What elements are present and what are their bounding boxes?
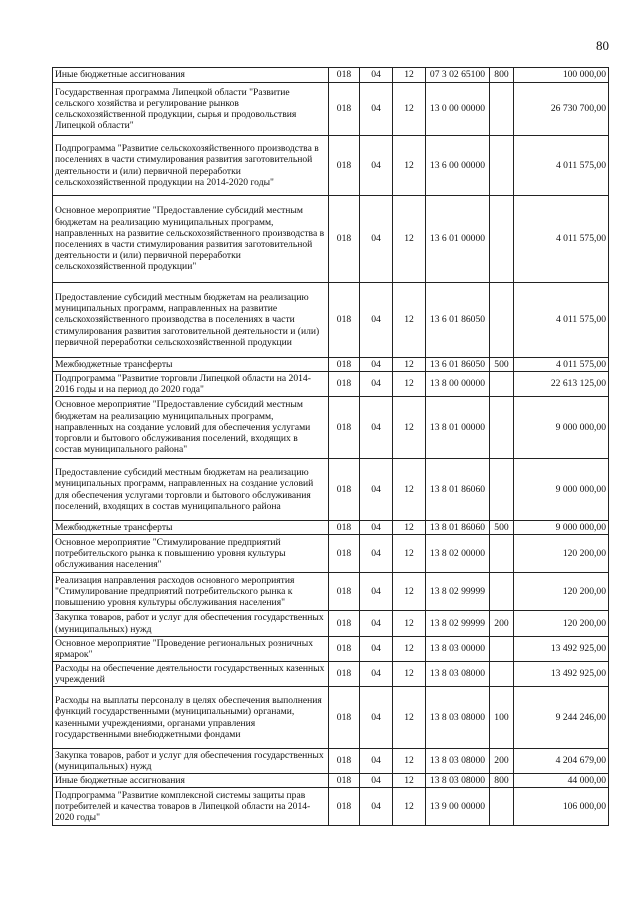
amount-cell: 4 011 575,00 [514, 136, 609, 196]
subsection-code-cell: 12 [393, 68, 426, 83]
amount-cell: 44 000,00 [514, 774, 609, 788]
budget-table [52, 67, 609, 826]
page-number: 80 [596, 38, 609, 53]
section-code-cell: 04 [360, 521, 393, 535]
target-article-cell: 13 8 03 00000 [426, 637, 490, 662]
ministry-code-cell: 018 [329, 611, 360, 637]
ministry-code-cell: 018 [329, 687, 360, 749]
row-name-cell: Основное мероприятие "Проведение региональных розничных ярмарок" [53, 637, 329, 662]
amount-cell: 120 200,00 [514, 611, 609, 637]
target-article-cell: 13 0 00 00000 [426, 83, 490, 136]
expense-type-cell [490, 637, 514, 662]
row-name-cell: Закупка товаров, работ и услуг для обеспечения государственных (муниципальных) нужд [53, 611, 329, 637]
ministry-code-cell: 018 [329, 573, 360, 611]
subsection-code-cell: 12 [393, 774, 426, 788]
table-row [53, 397, 609, 459]
row-name-cell: Межбюджетные трансферты [53, 521, 329, 535]
amount-cell: 9 000 000,00 [514, 459, 609, 521]
section-code-cell: 04 [360, 83, 393, 136]
table-row [53, 774, 609, 788]
budget-table-body [53, 68, 609, 826]
table-row [53, 687, 609, 749]
target-article-cell: 13 8 00 00000 [426, 372, 490, 397]
section-code-cell: 04 [360, 68, 393, 83]
expense-type-cell: 800 [490, 68, 514, 83]
row-name-cell: Межбюджетные трансферты [53, 358, 329, 372]
table-row [53, 372, 609, 397]
target-article-cell: 13 8 03 08000 [426, 774, 490, 788]
table-row [53, 535, 609, 573]
row-name-cell: Закупка товаров, работ и услуг для обеспечения государственных (муниципальных) нужд [53, 749, 329, 774]
target-article-cell: 13 8 02 99999 [426, 611, 490, 637]
target-article-cell: 13 8 02 00000 [426, 535, 490, 573]
target-article-cell: 13 8 02 99999 [426, 573, 490, 611]
ministry-code-cell: 018 [329, 459, 360, 521]
expense-type-cell [490, 196, 514, 283]
ministry-code-cell: 018 [329, 521, 360, 535]
section-code-cell: 04 [360, 358, 393, 372]
section-code-cell: 04 [360, 535, 393, 573]
expense-type-cell [490, 136, 514, 196]
subsection-code-cell: 12 [393, 459, 426, 521]
target-article-cell: 13 8 03 08000 [426, 662, 490, 687]
amount-cell: 100 000,00 [514, 68, 609, 83]
ministry-code-cell: 018 [329, 283, 360, 358]
target-article-cell: 13 6 01 00000 [426, 196, 490, 283]
ministry-code-cell: 018 [329, 68, 360, 83]
amount-cell: 26 730 700,00 [514, 83, 609, 136]
row-name-cell: Предоставление субсидий местным бюджетам на реализацию муниципальных программ, направленных на развитие сельскохозяйственного производства в поселениях в части стимулирования развития заготовительной деятельности и (или) первичной переработки сельскохозяйственной продукции [53, 283, 329, 358]
row-name-cell: Основное мероприятие "Стимулирование предприятий потребительского рынка к повышению уровня культуры обслуживания населения" [53, 535, 329, 573]
amount-cell: 4 011 575,00 [514, 358, 609, 372]
amount-cell: 120 200,00 [514, 573, 609, 611]
section-code-cell: 04 [360, 662, 393, 687]
expense-type-cell [490, 662, 514, 687]
section-code-cell: 04 [360, 774, 393, 788]
subsection-code-cell: 12 [393, 397, 426, 459]
row-name-cell: Реализация направления расходов основного мероприятия "Стимулирование предприятий потребительского рынка к повышению уровня культуры обслуживания населения" [53, 573, 329, 611]
subsection-code-cell: 12 [393, 196, 426, 283]
row-name-cell: Основное мероприятие "Предоставление субсидий местным бюджетам на реализацию муниципальных программ, направленных на развитие сельскохозяйственного производства в поселениях в части стимулирования развития заготовительной деятельности и (или) первичной переработки сельскохозяйственной продукции" [53, 196, 329, 283]
row-name-cell: Основное мероприятие "Предоставление субсидий местным бюджетам на реализацию муниципальных программ, направленных на создание условий для обеспечения услугами торговли и бытового обслуживания поселений, входящих в состав муниципального района" [53, 397, 329, 459]
row-name-cell: Государственная программа Липецкой области "Развитие сельского хозяйства и регулирование рынков сельскохозяйственной продукции, сырья и продовольствия Липецкой области" [53, 83, 329, 136]
target-article-cell: 13 8 01 86060 [426, 521, 490, 535]
row-name-cell: Предоставление субсидий местным бюджетам на реализацию муниципальных программ, направленных на создание условий для обеспечения услугами торговли и бытового обслуживания поселений, входящих в состав муниципального района [53, 459, 329, 521]
row-name-cell: Расходы на обеспечение деятельности государственных казенных учреждений [53, 662, 329, 687]
ministry-code-cell: 018 [329, 637, 360, 662]
amount-cell: 4 011 575,00 [514, 196, 609, 283]
table-row [53, 68, 609, 83]
row-name-cell: Иные бюджетные ассигнования [53, 774, 329, 788]
row-name-cell: Подпрограмма "Развитие торговли Липецкой области на 2014-2016 годы и на период до 2020 года" [53, 372, 329, 397]
subsection-code-cell: 12 [393, 749, 426, 774]
expense-type-cell [490, 397, 514, 459]
ministry-code-cell: 018 [329, 196, 360, 283]
row-name-cell: Подпрограмма "Развитие комплексной системы защиты прав потребителей и качества товаров в Липецкой области на 2014-2020 годы" [53, 788, 329, 826]
subsection-code-cell: 12 [393, 788, 426, 826]
ministry-code-cell: 018 [329, 83, 360, 136]
target-article-cell: 13 8 01 00000 [426, 397, 490, 459]
expense-type-cell: 200 [490, 749, 514, 774]
subsection-code-cell: 12 [393, 573, 426, 611]
section-code-cell: 04 [360, 687, 393, 749]
subsection-code-cell: 12 [393, 687, 426, 749]
expense-type-cell [490, 283, 514, 358]
expense-type-cell: 100 [490, 687, 514, 749]
expense-type-cell [490, 459, 514, 521]
target-article-cell: 13 6 01 86050 [426, 283, 490, 358]
expense-type-cell [490, 573, 514, 611]
ministry-code-cell: 018 [329, 749, 360, 774]
table-row [53, 788, 609, 826]
amount-cell: 9 000 000,00 [514, 521, 609, 535]
subsection-code-cell: 12 [393, 611, 426, 637]
table-row [53, 283, 609, 358]
target-article-cell: 13 8 01 86060 [426, 459, 490, 521]
subsection-code-cell: 12 [393, 358, 426, 372]
table-row [53, 358, 609, 372]
ministry-code-cell: 018 [329, 662, 360, 687]
section-code-cell: 04 [360, 196, 393, 283]
section-code-cell: 04 [360, 397, 393, 459]
ministry-code-cell: 018 [329, 535, 360, 573]
amount-cell: 4 204 679,00 [514, 749, 609, 774]
subsection-code-cell: 12 [393, 637, 426, 662]
section-code-cell: 04 [360, 573, 393, 611]
amount-cell: 22 613 125,00 [514, 372, 609, 397]
table-row [53, 573, 609, 611]
expense-type-cell: 200 [490, 611, 514, 637]
table-row [53, 749, 609, 774]
ministry-code-cell: 018 [329, 788, 360, 826]
target-article-cell: 13 6 00 00000 [426, 136, 490, 196]
table-row [53, 136, 609, 196]
table-row [53, 637, 609, 662]
expense-type-cell [490, 535, 514, 573]
section-code-cell: 04 [360, 637, 393, 662]
expense-type-cell [490, 788, 514, 826]
amount-cell: 106 000,00 [514, 788, 609, 826]
amount-cell: 9 244 246,00 [514, 687, 609, 749]
amount-cell: 13 492 925,00 [514, 637, 609, 662]
table-row [53, 662, 609, 687]
section-code-cell: 04 [360, 372, 393, 397]
table-row [53, 459, 609, 521]
amount-cell: 4 011 575,00 [514, 283, 609, 358]
subsection-code-cell: 12 [393, 535, 426, 573]
amount-cell: 13 492 925,00 [514, 662, 609, 687]
expense-type-cell: 500 [490, 358, 514, 372]
subsection-code-cell: 12 [393, 83, 426, 136]
target-article-cell: 07 3 02 65100 [426, 68, 490, 83]
target-article-cell: 13 6 01 86050 [426, 358, 490, 372]
expense-type-cell: 800 [490, 774, 514, 788]
subsection-code-cell: 12 [393, 283, 426, 358]
ministry-code-cell: 018 [329, 372, 360, 397]
table-row [53, 196, 609, 283]
expense-type-cell: 500 [490, 521, 514, 535]
table-row [53, 611, 609, 637]
ministry-code-cell: 018 [329, 358, 360, 372]
target-article-cell: 13 9 00 00000 [426, 788, 490, 826]
target-article-cell: 13 8 03 08000 [426, 749, 490, 774]
table-row [53, 521, 609, 535]
row-name-cell: Подпрограмма "Развитие сельскохозяйственного производства в поселениях в части стимулирования развития заготовительной деятельности и (или) первичной переработки сельскохозяйственной продукции на 2014-2020 годы" [53, 136, 329, 196]
section-code-cell: 04 [360, 611, 393, 637]
row-name-cell: Иные бюджетные ассигнования [53, 68, 329, 83]
amount-cell: 9 000 000,00 [514, 397, 609, 459]
expense-type-cell [490, 372, 514, 397]
ministry-code-cell: 018 [329, 774, 360, 788]
amount-cell: 120 200,00 [514, 535, 609, 573]
subsection-code-cell: 12 [393, 372, 426, 397]
section-code-cell: 04 [360, 459, 393, 521]
ministry-code-cell: 018 [329, 136, 360, 196]
section-code-cell: 04 [360, 788, 393, 826]
section-code-cell: 04 [360, 749, 393, 774]
table-row [53, 83, 609, 136]
row-name-cell: Расходы на выплаты персоналу в целях обеспечения выполнения функций государственными (муниципальными) органами, казенными учреждениями, органами управления государственными внебюджетными фондами [53, 687, 329, 749]
ministry-code-cell: 018 [329, 397, 360, 459]
target-article-cell: 13 8 03 08000 [426, 687, 490, 749]
subsection-code-cell: 12 [393, 136, 426, 196]
section-code-cell: 04 [360, 136, 393, 196]
expense-type-cell [490, 83, 514, 136]
section-code-cell: 04 [360, 283, 393, 358]
subsection-code-cell: 12 [393, 662, 426, 687]
subsection-code-cell: 12 [393, 521, 426, 535]
